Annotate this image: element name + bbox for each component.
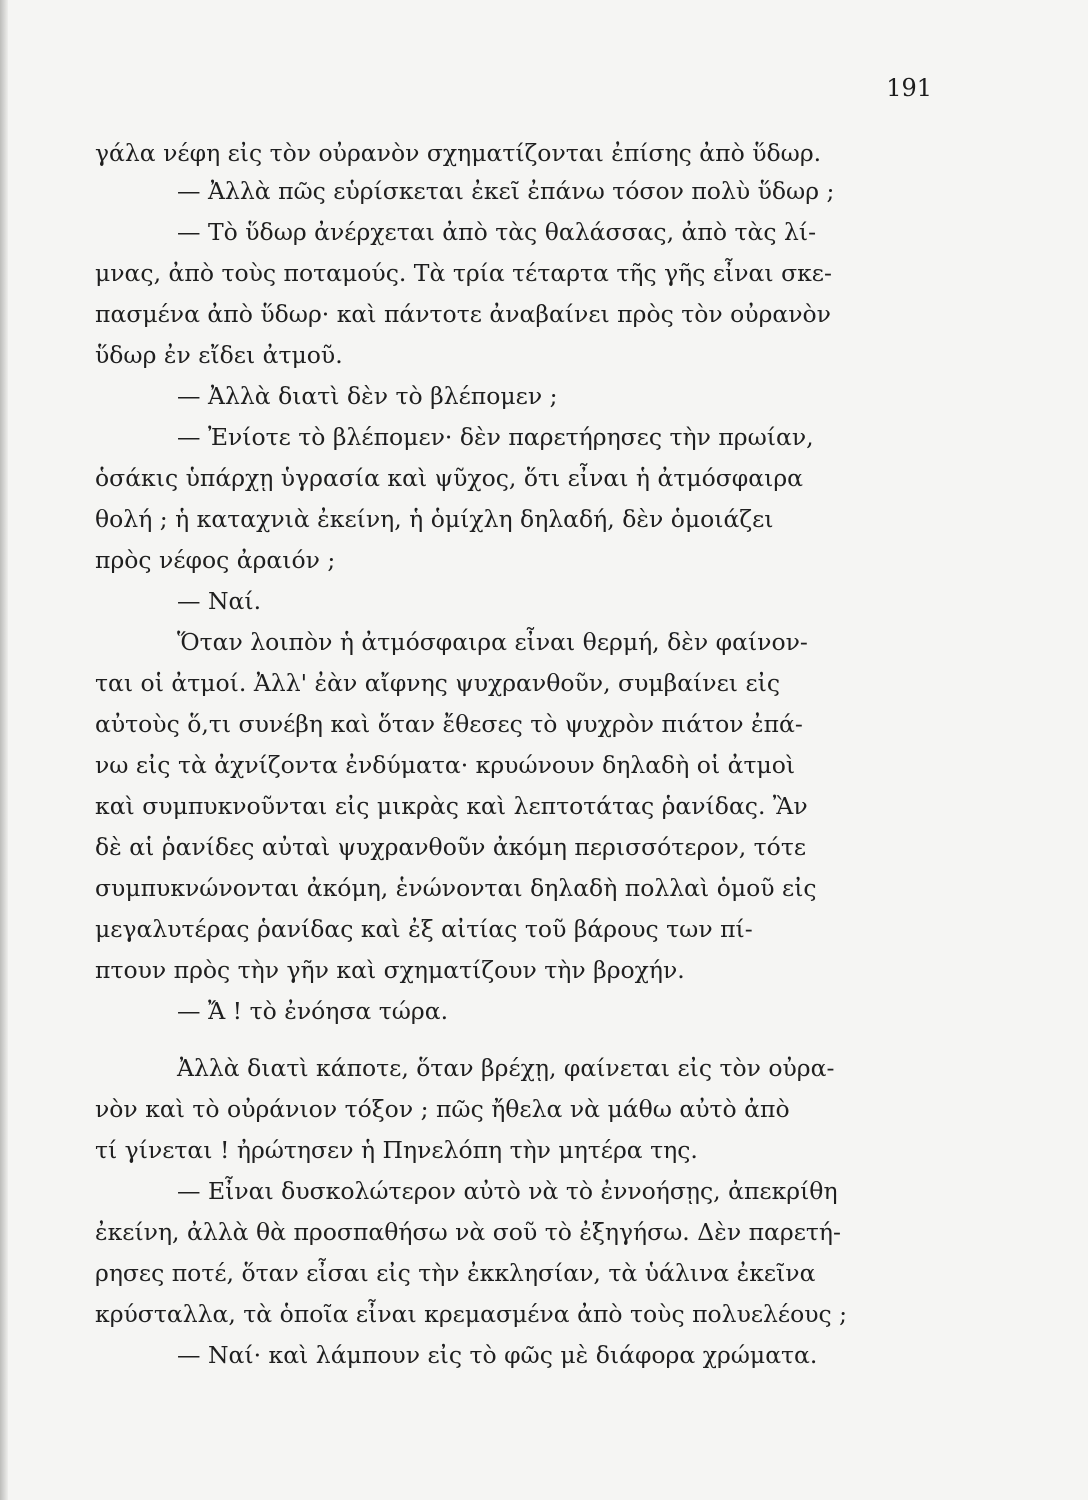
text-line: νω εἰς τὰ ἀχνίζοντα ἐνδύματα· κρυώνουν δηλαδὴ οἱ ἀτμοὶ — [95, 751, 796, 779]
text-line: ὕδωρ ἐν εἴδει ἀτμοῦ. — [95, 341, 343, 369]
text-line: — Ἐνίοτε τὸ βλέπομεν· δὲν παρετήρησες τὴν πρωίαν, — [177, 423, 814, 451]
text-line: Ὅταν λοιπὸν ἡ ἀτμόσφαιρα εἶναι θερμή, δὲν φαίνον- — [177, 628, 808, 656]
text-line: ἐκείνη, ἀλλὰ θὰ προσπαθήσω νὰ σοῦ τὸ ἐξηγήσω. Δὲν παρετή- — [95, 1218, 841, 1246]
text-line: καὶ συμπυκνοῦνται εἰς μικρὰς καὶ λεπτοτάτας ῥανίδας. Ἂν — [95, 792, 808, 820]
text-line: — Ἄ ! τὸ ἐνόησα τώρα. — [177, 997, 449, 1025]
text-line: τί γίνεται ! ἠρώτησεν ἡ Πηνελόπη τὴν μητέρα της. — [95, 1136, 698, 1164]
text-line: — Ναί· καὶ λάμπουν εἰς τὸ φῶς μὲ διάφορα χρώματα. — [177, 1341, 818, 1369]
text-line: πασμένα ἀπὸ ὕδωρ· καὶ πάντοτε ἀναβαίνει πρὸς τὸν οὐρανὸν — [95, 300, 831, 328]
text-line: — Ναί. — [177, 587, 262, 615]
text-line: ρησες ποτέ, ὅταν εἶσαι εἰς τὴν ἐκκλησίαν, τὰ ὑάλινα ἐκεῖνα — [95, 1259, 816, 1287]
text-line: — Ἀλλὰ πῶς εὑρίσκεται ἐκεῖ ἐπάνω τόσον πολὺ ὕδωρ ; — [177, 177, 835, 205]
text-line: συμπυκνώνονται ἀκόμη, ἑνώνονται δηλαδὴ πολλαὶ ὁμοῦ εἰς — [95, 874, 817, 902]
page-number: 191 — [886, 74, 932, 102]
text-line: ται οἱ ἀτμοί. Ἀλλ' ἐὰν αἴφνης ψυχρανθοῦν, συμβαίνει εἰς — [95, 669, 780, 697]
text-line: μεγαλυτέρας ῥανίδας καὶ ἐξ αἰτίας τοῦ βάρους των πί- — [95, 915, 753, 943]
text-line: — Εἶναι δυσκολώτερον αὐτὸ νὰ τὸ ἐννοήσῃς, ἀπεκρίθη — [177, 1177, 838, 1205]
text-line: Ἀλλὰ διατὶ κάποτε, ὅταν βρέχῃ, φαίνεται εἰς τὸν οὐρα- — [177, 1054, 835, 1082]
text-line: αὐτοὺς ὅ,τι συνέβη καὶ ὅταν ἔθεσες τὸ ψυχρὸν πιάτον ἐπά- — [95, 710, 803, 738]
text-line: θολή ; ἡ καταχνιὰ ἐκείνη, ἡ ὁμίχλη δηλαδή, δὲν ὁμοιάζει — [95, 505, 774, 533]
text-line: μνας, ἀπὸ τοὺς ποταμούς. Τὰ τρία τέταρτα τῆς γῆς εἶναι σκε- — [95, 259, 832, 287]
text-line: πρὸς νέφος ἀραιόν ; — [95, 546, 336, 574]
text-line: — Τὸ ὕδωρ ἀνέρχεται ἀπὸ τὰς θαλάσσας, ἀπὸ τὰς λί- — [177, 218, 817, 246]
text-line: γάλα νέφη εἰς τὸν οὐρανὸν σχηματίζονται ἐπίσης ἀπὸ ὕδωρ. — [95, 139, 822, 167]
text-line: κρύσταλλα, τὰ ὁποῖα εἶναι κρεμασμένα ἀπὸ τοὺς πολυελέους ; — [95, 1300, 848, 1328]
text-line: ὁσάκις ὑπάρχῃ ὑγρασία καὶ ψῦχος, ὅτι εἶναι ἡ ἀτμόσφαιρα — [95, 464, 804, 492]
text-line: — Ἀλλὰ διατὶ δὲν τὸ βλέπομεν ; — [177, 382, 558, 410]
text-line: δὲ αἱ ῥανίδες αὐταὶ ψυχρανθοῦν ἀκόμη περισσότερον, τότε — [95, 833, 806, 861]
text-line: νὸν καὶ τὸ οὐράνιον τόξον ; πῶς ἤθελα νὰ μάθω αὐτὸ ἀπὸ — [95, 1095, 790, 1123]
text-line: πτουν πρὸς τὴν γῆν καὶ σχηματίζουν τὴν βροχήν. — [95, 956, 685, 984]
